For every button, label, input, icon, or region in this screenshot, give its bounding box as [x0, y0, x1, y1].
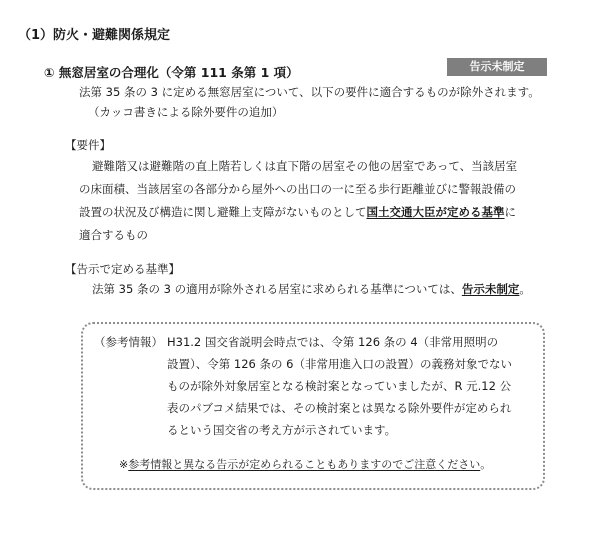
- reference-line: ものが除外対象居室となる検討案となっていましたが、R 元.12 公: [167, 379, 512, 393]
- note-emphasis: 参考情報と異なる告示が定められることもありますのでご注意ください: [128, 458, 481, 471]
- notice-text: 法第 35 条の 3 の適用が除外される居室に求められる基準については、: [92, 282, 462, 296]
- reference-line: 設置）、令第 126 条の 6（非常用進入口の設置）の義務対象でない: [167, 357, 512, 371]
- section-title: （1）防火・避難関係規定: [18, 28, 171, 43]
- reference-line: H31.2 国交省説明会時点では、令第 126 条の 4（非常用照明の: [167, 335, 499, 349]
- note-mark: ※: [119, 458, 129, 471]
- requirements-line: 避難階又は避難階の直上階若しくは直下階の居室その他の居室であって、当該居室: [92, 159, 518, 173]
- requirements-line: [79, 203, 516, 222]
- reference-label: （参考情報）: [94, 335, 163, 349]
- notice-line: [92, 280, 531, 299]
- notice-text: 。: [519, 282, 531, 296]
- requirements-heading: 【要件】: [65, 138, 111, 152]
- intro-note: （カッコ書きによる除外要件の追加）: [88, 105, 284, 119]
- item-title: ① 無窓居室の合理化（令第 111 条第 1 項）: [44, 65, 299, 80]
- requirements-text: 設置の状況及び構造に関し避難上支障がないものとして: [79, 205, 367, 219]
- not-enacted-emphasis: 告示未制定: [461, 282, 520, 296]
- requirements-text: に: [504, 205, 516, 219]
- reference-line: 表のパブコメ結果では、その検討案とは異なる除外要件が定められ: [167, 401, 512, 415]
- intro-text: 法第 35 条の 3 に定める無窓居室について、以下の要件に適合するものが除外されます。: [79, 85, 540, 99]
- note-text: 。: [480, 458, 492, 471]
- minister-standard-emphasis: 国土交通大臣が定める基準: [366, 205, 505, 219]
- requirements-line: の床面積、当該居室の各部分から屋外への出口の一に至る歩行距離並びに警報設備の: [79, 182, 516, 196]
- requirements-line: 適合するもの: [79, 228, 148, 242]
- status-badge: 告示未制定: [447, 58, 547, 76]
- notice-heading: 【告示で定める基準】: [65, 262, 180, 276]
- reference-line: るという国交省の考え方が示されています。: [167, 423, 397, 437]
- reference-note: [119, 455, 491, 474]
